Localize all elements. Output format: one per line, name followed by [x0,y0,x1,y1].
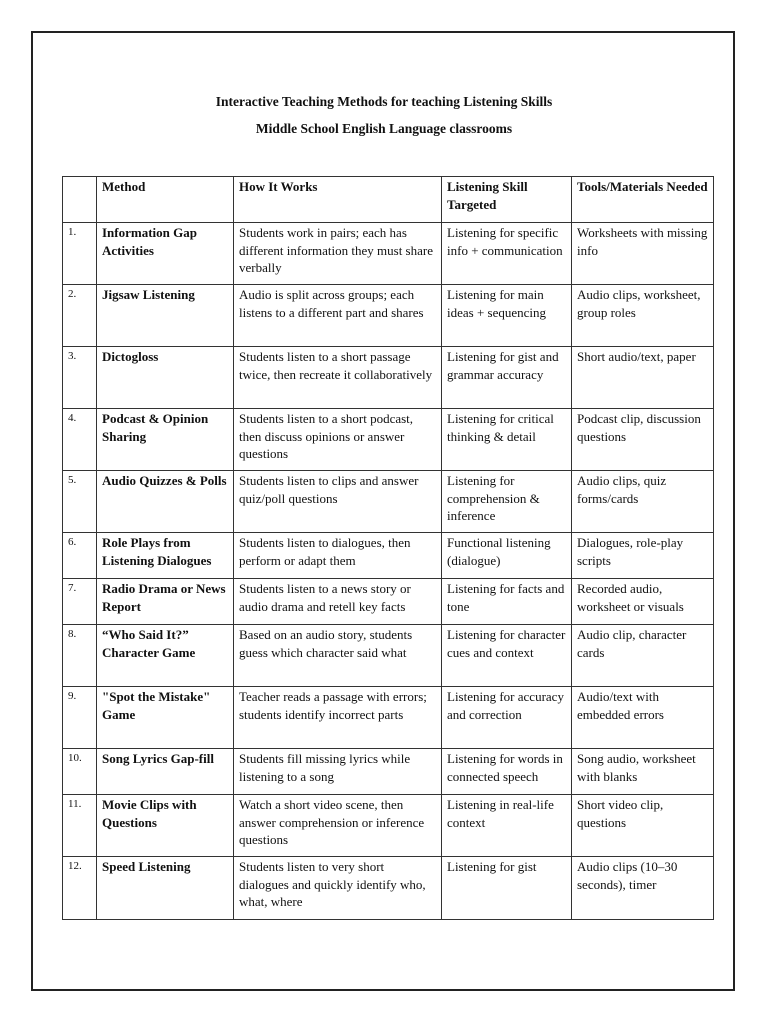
how-it-works-cell: Students listen to clips and answer quiz/poll questions [234,471,442,533]
table-row [63,687,714,749]
listening-skill-cell: Listening in real-life context [442,795,572,857]
how-it-works-cell: Students listen to a short podcast, then discuss opinions or answer questions [234,409,442,471]
method-name: Audio Quizzes & Polls [97,471,234,533]
method-name: Radio Drama or News Report [97,579,234,625]
document-subtitle: Middle School English Language classrooms [255,121,513,136]
row-number: 5. [63,471,97,533]
tools-materials-cell: Recorded audio, worksheet or visuals [572,579,714,625]
table-row [63,223,714,285]
table-row [63,533,714,579]
row-number: 4. [63,409,97,471]
table-row [63,625,714,687]
methods-table [62,176,714,920]
listening-skill-cell: Listening for comprehension & inference [442,471,572,533]
method-name: Movie Clips with Questions [97,795,234,857]
method-name: Jigsaw Listening [97,285,234,347]
how-it-works-cell: Students fill missing lyrics while listening to a song [234,749,442,795]
row-number: 9. [63,687,97,749]
table-row [63,409,714,471]
tools-materials-cell: Audio clips, quiz forms/cards [572,471,714,533]
tools-materials-cell: Podcast clip, discussion questions [572,409,714,471]
how-it-works-cell: Students listen to very short dialogues and quickly identify who, what, where [234,857,442,920]
listening-skill-cell: Listening for facts and tone [442,579,572,625]
method-name: “Who Said It?” Character Game [97,625,234,687]
table-body [63,223,714,920]
row-number: 6. [63,533,97,579]
table-row [63,749,714,795]
row-number: 8. [63,625,97,687]
listening-skill-cell: Listening for specific info + communication [442,223,572,285]
row-number: 1. [63,223,97,285]
method-name: Dictogloss [97,347,234,409]
listening-skill-cell: Listening for accuracy and correction [442,687,572,749]
header-method: Method [97,177,234,223]
listening-skill-cell: Listening for character cues and context [442,625,572,687]
how-it-works-cell: Students listen to dialogues, then perform or adapt them [234,533,442,579]
table-row [63,579,714,625]
listening-skill-cell: Functional listening (dialogue) [442,533,572,579]
row-number: 12. [63,857,97,920]
table-row [63,471,714,533]
header-number [63,177,97,223]
table-header-row [63,177,714,223]
how-it-works-cell: Teacher reads a passage with errors; students identify incorrect parts [234,687,442,749]
listening-skill-cell: Listening for gist [442,857,572,920]
tools-materials-cell: Audio/text with embedded errors [572,687,714,749]
row-number: 7. [63,579,97,625]
tools-materials-cell: Dialogues, role-play scripts [572,533,714,579]
tools-materials-cell: Short audio/text, paper [572,347,714,409]
method-name: Podcast & Opinion Sharing [97,409,234,471]
row-number: 3. [63,347,97,409]
header-how-it-works: How It Works [234,177,442,223]
listening-skill-cell: Listening for main ideas + sequencing [442,285,572,347]
how-it-works-cell: Watch a short video scene, then answer comprehension or inference questions [234,795,442,857]
header-tools: Tools/Materials Needed [572,177,714,223]
method-name: Role Plays from Listening Dialogues [97,533,234,579]
how-it-works-cell: Based on an audio story, students guess which character said what [234,625,442,687]
table-row [63,795,714,857]
how-it-works-cell: Students listen to a short passage twice, then recreate it collaboratively [234,347,442,409]
method-name: Song Lyrics Gap-fill [97,749,234,795]
tools-materials-cell: Audio clip, character cards [572,625,714,687]
header-listening-skill: Listening Skill Targeted [442,177,572,223]
tools-materials-cell: Audio clips (10–30 seconds), timer [572,857,714,920]
tools-materials-cell: Audio clips, worksheet, group roles [572,285,714,347]
row-number: 10. [63,749,97,795]
method-name: Information Gap Activities [97,223,234,285]
listening-skill-cell: Listening for gist and grammar accuracy [442,347,572,409]
how-it-works-cell: Students listen to a news story or audio drama and retell key facts [234,579,442,625]
listening-skill-cell: Listening for words in connected speech [442,749,572,795]
row-number: 2. [63,285,97,347]
tools-materials-cell: Song audio, worksheet with blanks [572,749,714,795]
document-title: Interactive Teaching Methods for teaching Listening Skills [215,94,553,109]
table-row [63,285,714,347]
table-row [63,347,714,409]
method-name: Speed Listening [97,857,234,920]
row-number: 11. [63,795,97,857]
tools-materials-cell: Short video clip, questions [572,795,714,857]
table-row [63,857,714,920]
how-it-works-cell: Audio is split across groups; each listens to a different part and shares [234,285,442,347]
method-name: "Spot the Mistake" Game [97,687,234,749]
how-it-works-cell: Students work in pairs; each has different information they must share verbally [234,223,442,285]
listening-skill-cell: Listening for critical thinking & detail [442,409,572,471]
tools-materials-cell: Worksheets with missing info [572,223,714,285]
